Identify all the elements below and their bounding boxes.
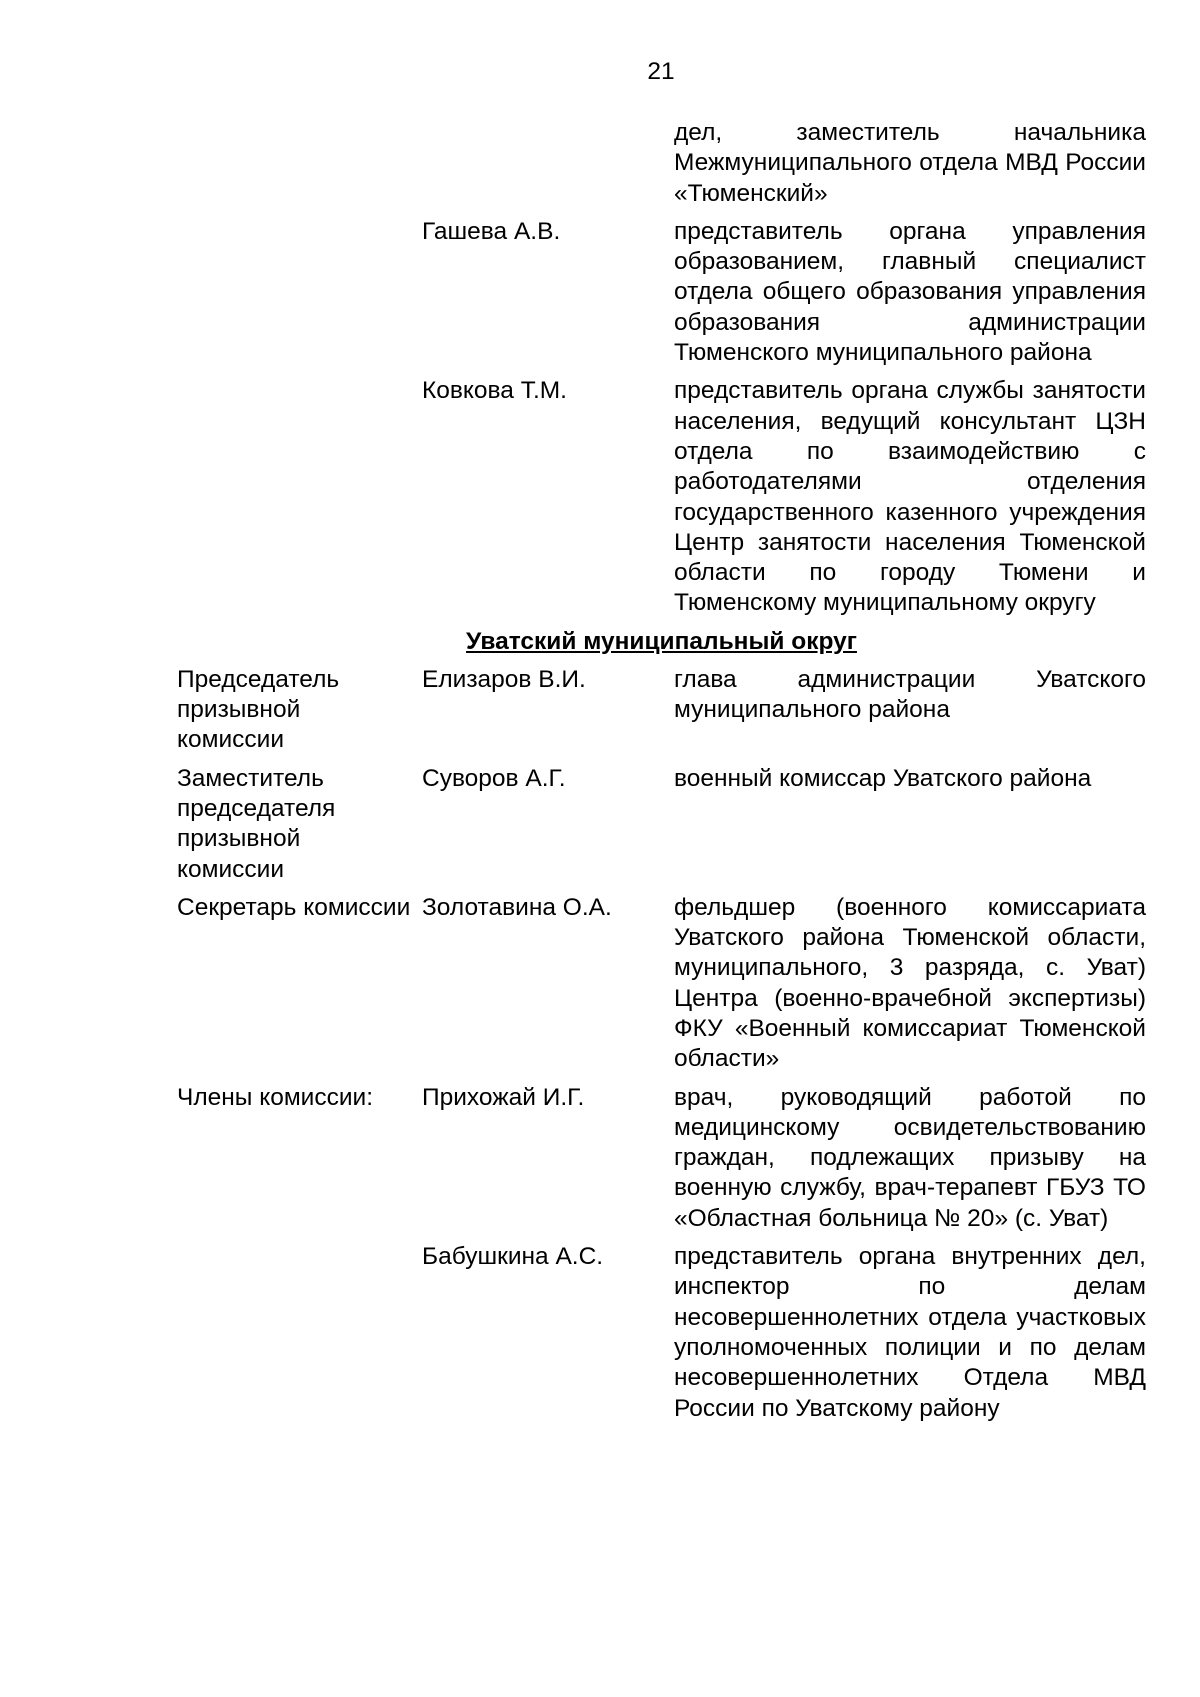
section-heading: Уватский муниципальный округ — [466, 627, 857, 655]
member-description: военный комиссар Уватского района — [674, 764, 1092, 792]
member-row — [0, 376, 1200, 618]
member-name: Золотавина О.А. — [422, 893, 612, 921]
member-name: Бабушкина А.С. — [422, 1243, 604, 1271]
member-row — [0, 217, 1200, 368]
member-description: врач, руководящий работой по медицинскому освидетельствованию граждан, подлежащих призыву на военную службу, врач-терапевт ГБУЗ ТО «Областная больница № 20» (с. Уват) — [674, 1083, 1146, 1232]
member-description: фельдшер (военного комиссариата Уватского района Тюменской области, муниципального, 3 разряда, с. Уват) Центра (военно-врачебной экспертизы) ФКУ «Военный комиссариат Тюменской области» — [674, 893, 1146, 1073]
member-description: дел, заместитель начальника Межмуниципального отдела МВД России «Тюменский» — [674, 119, 1146, 207]
document-body — [0, 118, 1200, 1432]
member-row — [0, 1242, 1200, 1424]
member-row — [0, 118, 1200, 209]
member-role: Председатель призывной комиссии — [177, 665, 340, 754]
member-description: представитель органа внутренних дел, инспектор по делам несовершеннолетних отдела участковых уполномоченных полиции и по делам несовершеннолетних Отдела МВД России по Уватскому району — [674, 1243, 1146, 1422]
member-name: Ковкова Т.М. — [422, 377, 567, 405]
member-description: представитель органа службы занятости населения, ведущий консультант ЦЗН отдела по взаимодействию с работодателями отделения государственного казенного учреждения Центр занятости населения Тюменской области по городу Тюмени и Тюменскому муниципальному округу — [674, 377, 1146, 617]
member-name: Суворов А.Г. — [422, 764, 566, 792]
member-description: глава администрации Уватского муниципального района — [674, 665, 1146, 724]
member-name: Елизаров В.И. — [422, 665, 586, 693]
member-row — [0, 893, 1200, 1075]
member-role: Секретарь комиссии — [177, 893, 411, 921]
member-role: Члены комиссии: — [177, 1083, 374, 1111]
member-row — [0, 665, 1200, 756]
member-name: Прихожай И.Г. — [422, 1083, 585, 1111]
member-description: представитель органа управления образованием, главный специалист отдела общего образования управления образования администрации Тюменского муниципального района — [674, 217, 1146, 367]
page-number: 21 — [647, 58, 675, 85]
member-role: Заместитель председателя призывной комиссии — [177, 764, 336, 883]
member-row — [0, 764, 1200, 885]
member-row — [0, 1083, 1200, 1234]
member-name: Гашева А.В. — [422, 217, 561, 245]
